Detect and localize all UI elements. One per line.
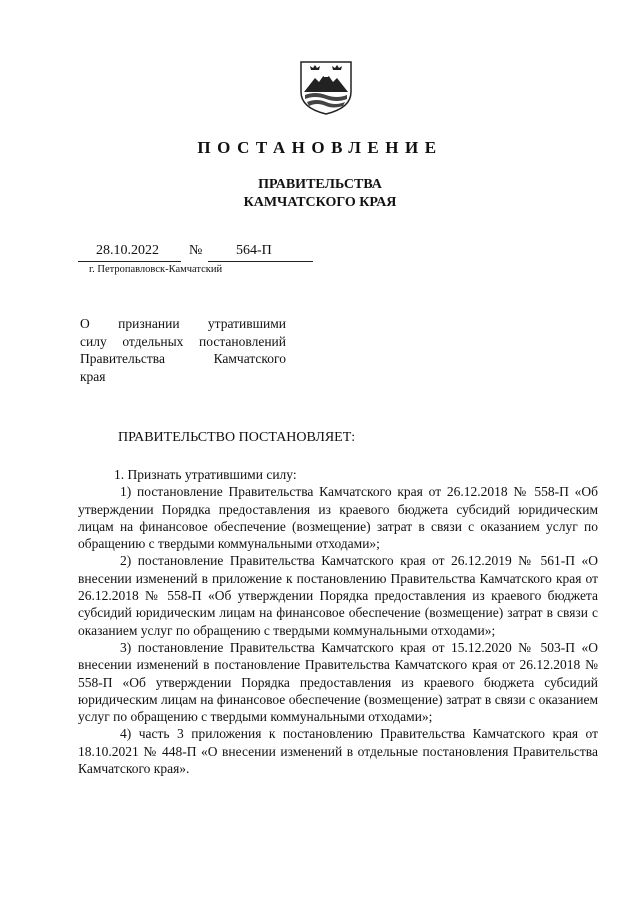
document-title: ПОСТАНОВЛЕНИЕ	[197, 138, 443, 157]
number-underline	[208, 261, 313, 262]
document-number: 564-П	[236, 243, 272, 258]
subject-line: О признании утратившими	[80, 316, 286, 331]
subject-line: силу отдельных постановлений	[80, 333, 286, 349]
document-date: 28.10.2022	[96, 243, 159, 258]
date-underline	[78, 261, 181, 262]
document-body	[78, 466, 598, 777]
body-paragraph: 4) часть 3 приложения к постановлению Правительства Камчатского края от 18.10.2021 № 448-П «О внесении изменений в отдельные постановления Правительства Камчатского края».	[78, 726, 598, 777]
issuing-authority	[0, 176, 640, 212]
coat-of-arms-emblem	[295, 58, 357, 116]
subject-block	[80, 315, 286, 385]
number-sign: №	[189, 243, 203, 258]
subject-line: края	[80, 368, 106, 384]
subject-line: Правительства Камчатского	[80, 351, 286, 366]
preamble: ПРАВИТЕЛЬСТВО ПОСТАНОВЛЯЕТ:	[118, 430, 356, 445]
authority-line-1: ПРАВИТЕЛЬСТВА	[258, 177, 382, 192]
body-paragraph: 1. Признать утратившими силу:	[114, 467, 297, 482]
body-paragraph: 1) постановление Правительства Камчатского края от 26.12.2018 № 558-П «Об утверждении Порядка предоставления из краевого бюджета субсидий юридическим лицам на финансовое обеспечение (возмещение) затрат в связи с оказанием услуг по обращению с твердыми коммунальными отходами»;	[78, 484, 598, 552]
body-paragraph: 2) постановление Правительства Камчатского края от 26.12.2019 № 561-П «О внесении изменений в приложение к постановлению Правительства Камчатского края от 26.12.2018 № 558-П «Об утверждении Порядка предоставления из краевого бюджета субсидий юридическим лицам на финансовое обеспечение (возмещение) затрат в связи с оказанием услуг по обращению с твердыми коммунальными отходами»;	[78, 553, 598, 638]
issue-city: г. Петропавловск-Камчатский	[89, 264, 223, 275]
date-number-line	[78, 243, 318, 263]
authority-line-2: КАМЧАТСКОГО КРАЯ	[243, 195, 397, 210]
body-paragraph: 3) постановление Правительства Камчатского края от 15.12.2020 № 503-П «О внесении изменений в постановление Правительства Камчатского края от 26.12.2018 № 558-П «Об утверждении Порядка предоставления из краевого бюджета субсидий юридическим лицам на финансовое обеспечение (возмещение) затрат в связи с оказанием услуг по обращению с твердыми коммунальными отходами»;	[78, 639, 598, 725]
